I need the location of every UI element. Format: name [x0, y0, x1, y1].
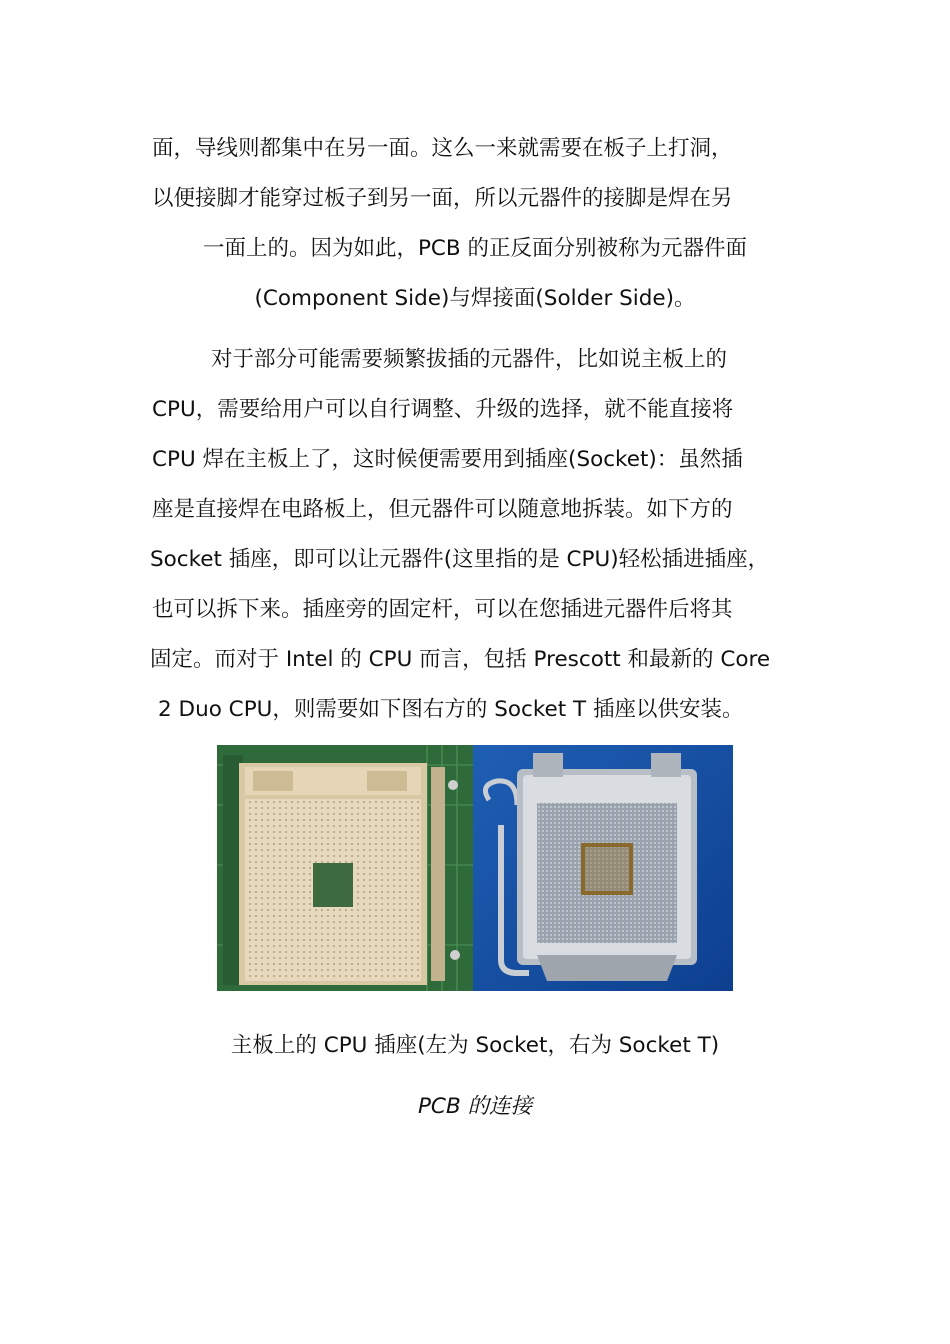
section-heading: PCB 的连接	[417, 1094, 533, 1119]
paragraph2-line-7: 固定。而对于 Intel 的 CPU 而言，包括 Prescott 和最新的 Core	[150, 647, 771, 672]
socket-left-photo	[217, 745, 473, 991]
figure-caption: 主板上的 CPU 插座(左为 Socket，右为 Socket T)	[230, 1033, 720, 1058]
paragraph2-line-4: 座是直接焊在电路板上，但元器件可以随意地拆装。如下方的	[152, 497, 733, 522]
paragraph1-line-1: 面，导线则都集中在另一面。这么一来就需要在板子上打洞，	[152, 136, 733, 161]
socket-t-photo	[473, 745, 733, 991]
paragraph2-line-1: 对于部分可能需要频繁拔插的元器件，比如说主板上的	[211, 347, 728, 372]
paragraph2-line-2: CPU，需要给用户可以自行调整、升级的选择，就不能直接将	[152, 397, 734, 422]
paragraph2-line-3: CPU 焊在主板上了，这时候便需要用到插座(Socket)：虽然插	[152, 447, 743, 472]
paragraph1-line-3: 一面上的。因为如此，PCB 的正反面分别被称为元器件面	[202, 236, 748, 261]
paragraph1-line-2: 以便接脚才能穿过板子到另一面，所以元器件的接脚是焊在另	[152, 186, 733, 211]
paragraph2-line-8: 2 Duo CPU，则需要如下图右方的 Socket T 插座以供安装。	[158, 697, 744, 722]
paragraph2-line-6: 也可以拆下来。插座旁的固定杆，可以在您插进元器件后将其	[152, 597, 733, 622]
paragraph1-line-4: (Component Side)与焊接面(Solder Side)。	[254, 286, 696, 311]
cpu-socket-photo	[217, 745, 733, 991]
paragraph2-line-5: Socket 插座，即可以让元器件(这里指的是 CPU)轻松插进插座，	[150, 547, 770, 572]
